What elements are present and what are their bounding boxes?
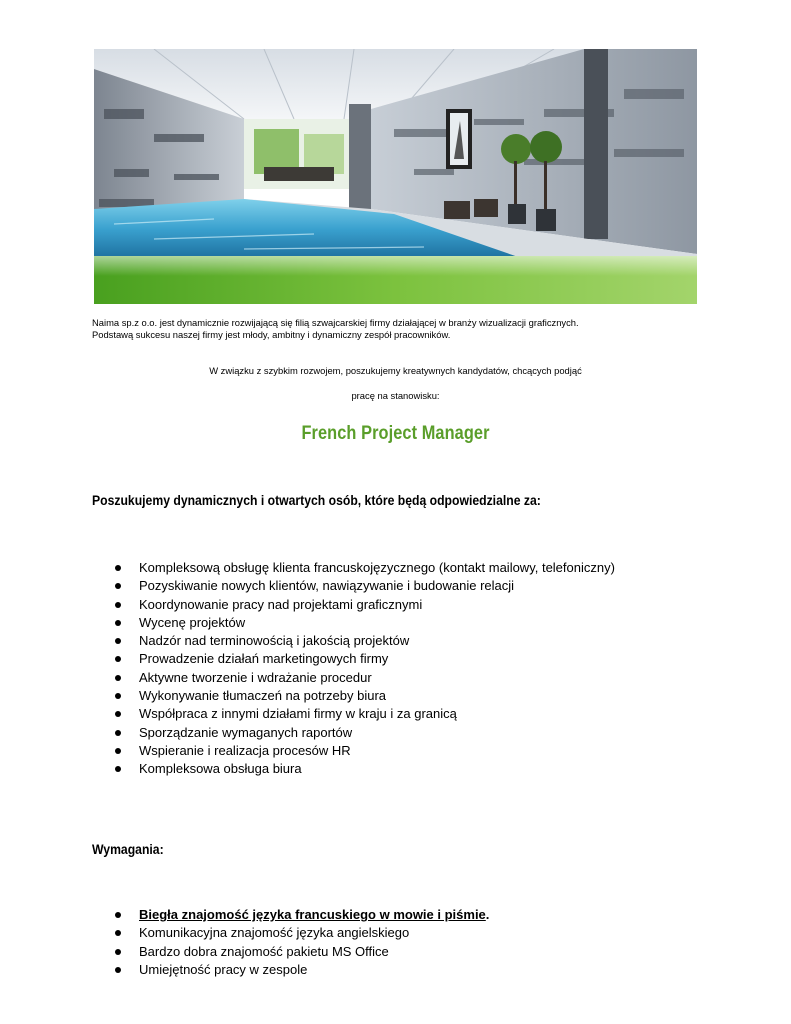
bullet-icon	[115, 912, 121, 918]
bullet-icon	[115, 620, 121, 626]
emphasized-requirement: Biegła znajomość języka francuskiego w mowie i piśmie	[139, 907, 486, 922]
bullet-icon	[115, 748, 121, 754]
list-item	[0, 596, 615, 614]
emphasis-suffix: .	[485, 907, 490, 922]
bullet-icon	[115, 656, 121, 662]
list-item	[0, 669, 615, 687]
intro-line-2: Podstawą sukcesu naszej firmy jest młody, ambitny i dynamiczny zespół pracowników.	[92, 328, 451, 340]
company-intro	[92, 317, 712, 340]
bullet-icon	[115, 565, 121, 571]
bullet-icon	[115, 638, 121, 644]
list-item-text: Komunikacyjna znajomość języka angielskiego	[139, 925, 410, 941]
list-item-text: Bardzo dobra znajomość pakietu MS Office	[139, 943, 389, 959]
list-item-text: Prowadzenie działań marketingowych firmy	[139, 651, 389, 667]
list-item	[0, 724, 615, 742]
list-item	[0, 906, 489, 924]
list-item	[0, 742, 615, 760]
position-title: French Project Manager	[301, 423, 490, 444]
list-item	[0, 614, 615, 632]
list-item-text: Wykonywanie tłumaczeń na potrzeby biura	[139, 688, 387, 704]
bullet-icon	[115, 967, 121, 973]
list-item	[0, 943, 489, 961]
responsibilities-heading: Poszukujemy dynamicznych i otwartych osób, które będą odpowiedzialne za:	[92, 493, 541, 509]
list-item-text: Wspieranie i realizacja procesów HR	[139, 742, 351, 758]
list-item	[0, 705, 615, 723]
search-line-1: W związku z szybkim rozwojem, poszukujemy kreatywnych kandydatów, chcących podjąć	[209, 365, 582, 376]
list-item	[0, 760, 615, 778]
list-item-text: Współpraca z innymi działami firmy w kraju i za granicą	[139, 706, 457, 722]
requirements-heading: Wymagania:	[92, 842, 164, 858]
list-item-text: Koordynowanie pracy nad projektami graficznymi	[139, 596, 423, 612]
requirements-list	[0, 906, 489, 979]
list-item	[0, 632, 615, 650]
list-item	[0, 687, 615, 705]
bullet-icon	[115, 766, 121, 772]
bullet-icon	[115, 930, 121, 936]
list-item	[0, 559, 615, 577]
bullet-icon	[115, 949, 121, 955]
bullet-icon	[115, 675, 121, 681]
list-item-text: Wycenę projektów	[139, 614, 246, 630]
bullet-icon	[115, 711, 121, 717]
list-item-text: Kompleksową obsługę klienta francuskojęzycznego (kontakt mailowy, telefoniczny)	[139, 560, 615, 575]
bullet-icon	[115, 583, 121, 589]
list-item-text: Sporządzanie wymaganych raportów	[139, 724, 353, 740]
list-item-text: Aktywne tworzenie i wdrażanie procedur	[139, 669, 372, 685]
search-line-2: pracę na stanowisku:	[351, 390, 440, 401]
list-item	[0, 961, 489, 979]
responsibilities-list	[0, 559, 615, 779]
pool-interior-photo-icon	[94, 49, 697, 304]
bullet-icon	[115, 730, 121, 736]
list-item	[0, 577, 615, 595]
bullet-icon	[115, 602, 121, 608]
intro-line-1: Naima sp.z o.o. jest dynamicznie rozwijającą się filią szwajcarskiej firmy działającej w branży wizualizacji graficznych.	[92, 317, 579, 328]
list-item	[0, 650, 615, 668]
list-item-text: Nadzór nad terminowością i jakością projektów	[139, 633, 410, 649]
banner-image	[94, 49, 697, 304]
list-item-text: Pozyskiwanie nowych klientów, nawiązywanie i budowanie relacji	[139, 578, 515, 594]
list-item	[0, 924, 489, 942]
list-item-text: Kompleksowa obsługa biura	[139, 761, 302, 777]
bullet-icon	[115, 693, 121, 699]
list-item-text: Umiejętność pracy w zespole	[139, 961, 308, 977]
